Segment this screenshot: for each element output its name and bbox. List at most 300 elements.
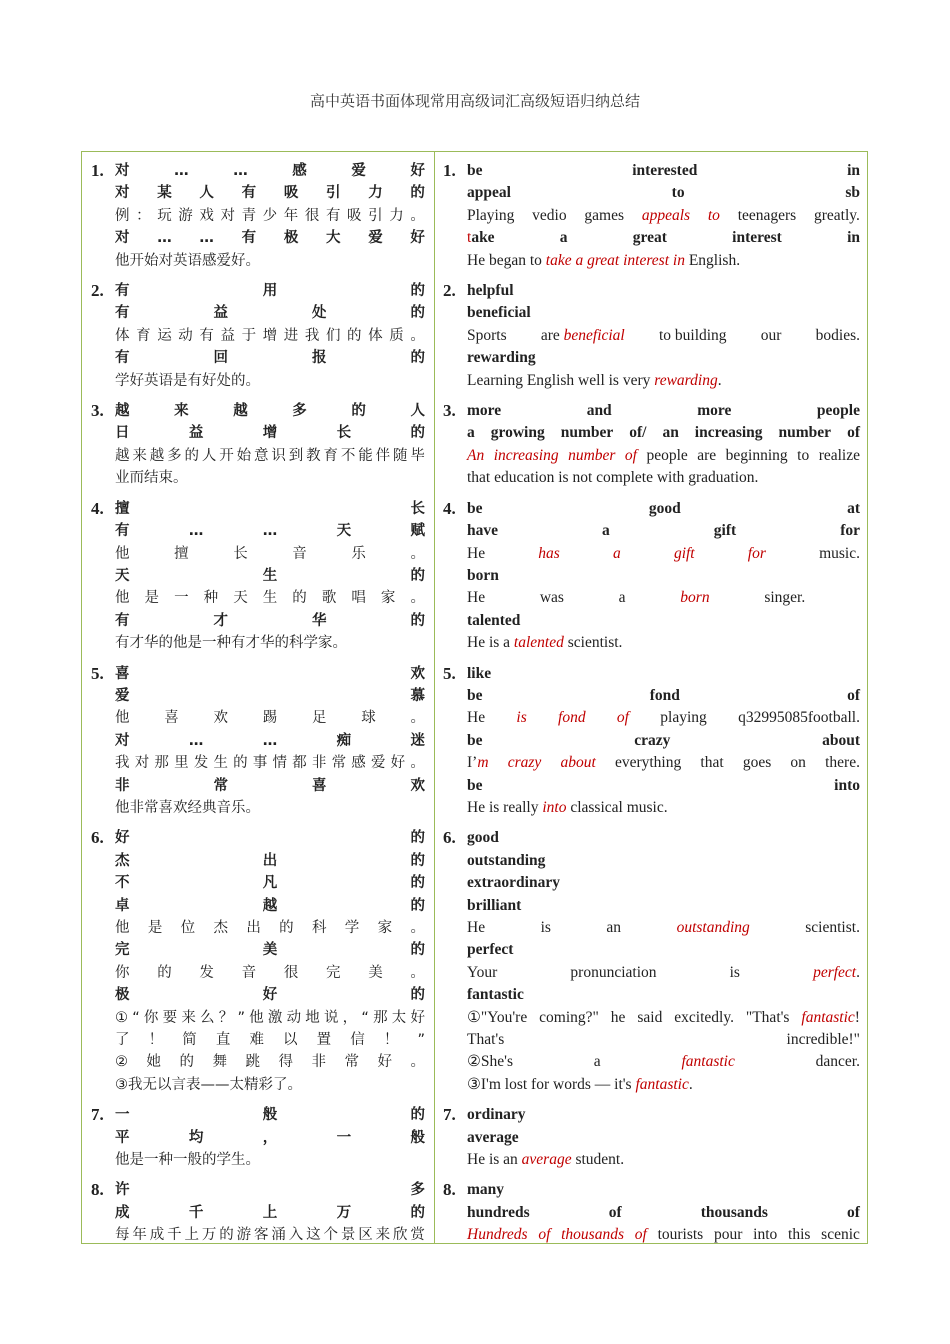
word — [801, 1007, 860, 1029]
highlight: m — [477, 754, 489, 772]
example-line — [467, 752, 860, 774]
char: 是 — [144, 590, 160, 607]
word — [467, 1224, 528, 1244]
char: 益 — [213, 305, 228, 322]
word — [538, 543, 560, 565]
example-line — [115, 205, 425, 227]
char: 事 — [252, 755, 268, 772]
term-line — [115, 1202, 425, 1224]
term-line — [115, 160, 425, 182]
word: Playing — [467, 206, 515, 224]
highlight: a — [613, 544, 621, 562]
char: 的 — [410, 852, 425, 869]
char: 年 — [132, 1227, 147, 1244]
word: at — [847, 499, 860, 517]
char: 益 — [188, 425, 204, 442]
char: 天 — [233, 590, 248, 607]
char: 激 — [267, 1009, 283, 1026]
example-line: 业而结束。 — [115, 470, 188, 487]
char: 育 — [323, 447, 338, 464]
char: 有 — [115, 305, 130, 322]
word: is — [729, 963, 740, 981]
word: people — [816, 402, 860, 420]
char: 足 — [312, 710, 327, 727]
char: 进 — [283, 327, 299, 344]
char: 对 — [134, 755, 150, 772]
char: 天 — [336, 523, 352, 540]
word: are — [697, 446, 717, 464]
word: of — [608, 1203, 622, 1221]
char: ② — [115, 1054, 128, 1071]
word: of/ — [629, 424, 647, 442]
word: in — [847, 229, 860, 247]
entry — [443, 400, 860, 490]
word: good — [467, 829, 499, 847]
char: 例 — [115, 207, 130, 224]
word: games — [584, 206, 625, 224]
word — [813, 962, 860, 984]
word — [674, 543, 695, 565]
term-line — [115, 520, 425, 542]
char: 回 — [213, 350, 228, 367]
entry-number: 7. — [91, 1105, 104, 1125]
char: 人 — [410, 403, 425, 420]
char: 识 — [271, 447, 286, 464]
word: average — [467, 1128, 519, 1146]
char: 的 — [347, 327, 362, 344]
example-line — [467, 325, 860, 347]
word: sb — [845, 184, 860, 202]
highlight: of — [624, 446, 637, 464]
char: 爱 — [368, 230, 383, 247]
word — [681, 1051, 734, 1073]
entry-number: 6. — [443, 828, 456, 848]
word: there. — [825, 754, 860, 772]
char: ① — [115, 1009, 128, 1026]
word — [635, 1224, 647, 1244]
char: 的 — [219, 1227, 234, 1244]
example-line — [115, 1051, 425, 1073]
term-line — [115, 1127, 425, 1149]
term-line — [467, 565, 860, 587]
highlight: of — [538, 1226, 551, 1244]
word — [613, 543, 621, 565]
term-line — [115, 227, 425, 249]
word: ②She's — [467, 1053, 513, 1071]
entry — [443, 827, 860, 1096]
char: 你 — [115, 964, 130, 981]
char: 的 — [410, 425, 425, 442]
char: 好 — [377, 1054, 392, 1071]
char: 音 — [241, 964, 257, 981]
char: 般 — [410, 1129, 425, 1146]
term-line — [115, 872, 425, 894]
example-line — [467, 467, 860, 489]
char: 有 — [241, 185, 257, 202]
highlight: rewarding — [654, 371, 718, 389]
word: realize — [818, 446, 860, 464]
entry-number: 4. — [443, 498, 456, 518]
word: be — [467, 162, 483, 179]
word: to — [797, 446, 810, 464]
term-line — [115, 1104, 425, 1126]
char: 唱 — [351, 590, 366, 607]
word: beginning — [725, 446, 788, 464]
example-line — [115, 543, 425, 565]
char: 有 — [115, 283, 130, 300]
char: … — [188, 732, 204, 749]
char: 好 — [410, 163, 425, 179]
highlight: Hundreds — [467, 1226, 528, 1244]
highlight: increasing — [493, 446, 559, 464]
word: on — [790, 754, 806, 772]
char: 入 — [288, 1227, 304, 1244]
word: He — [467, 589, 486, 607]
word: fond — [649, 686, 680, 704]
word: born — [467, 566, 499, 584]
char: 擅 — [174, 545, 189, 562]
entry — [91, 160, 425, 272]
char: 越 — [115, 447, 130, 464]
highlight: number — [568, 446, 616, 464]
highlight: fond — [558, 709, 586, 727]
char: 爱 — [370, 755, 386, 772]
highlight: perfect — [813, 963, 857, 981]
char: 置 — [316, 1032, 332, 1049]
char: 来 — [181, 1009, 196, 1026]
char: … — [157, 230, 172, 247]
term-line — [467, 1179, 860, 1201]
char: 的 — [179, 1054, 194, 1071]
entry — [443, 663, 860, 820]
term-line — [467, 827, 860, 849]
example-line — [115, 962, 425, 984]
char: ： — [136, 207, 151, 224]
term-line — [467, 520, 860, 542]
term-line — [467, 663, 860, 685]
term-line — [467, 182, 860, 204]
word: our — [760, 326, 782, 344]
term-line — [467, 939, 860, 961]
word: great — [632, 229, 667, 247]
char: 太 — [391, 1009, 407, 1026]
word: vedio — [532, 206, 567, 224]
char: 球 — [361, 710, 376, 727]
char: 质 — [389, 327, 404, 344]
char: 。 — [410, 755, 425, 772]
char: ？ — [218, 1009, 234, 1026]
char: 游 — [236, 1227, 252, 1244]
word: is — [540, 919, 551, 936]
char: 越 — [149, 447, 165, 464]
term-line — [467, 685, 860, 707]
example-line — [115, 1007, 425, 1029]
word: be — [467, 499, 483, 517]
char: 们 — [325, 327, 341, 344]
word: thousands — [700, 1203, 768, 1221]
highlight: of — [634, 1226, 647, 1244]
word: pour — [713, 1226, 743, 1244]
word: scenic — [821, 1226, 860, 1244]
word: extraordinary — [467, 874, 560, 892]
word: greatly. — [814, 206, 860, 224]
text: are — [540, 326, 564, 344]
word: teenagers — [737, 206, 797, 224]
char: 力 — [368, 185, 383, 202]
term-line — [115, 939, 425, 961]
text: . — [856, 963, 860, 981]
term-line — [115, 565, 425, 587]
char: 家 — [377, 920, 393, 936]
word: rewarding — [467, 349, 536, 367]
char: ， — [342, 1009, 358, 1026]
word: outstanding — [467, 851, 546, 869]
char: 区 — [358, 1227, 373, 1244]
char: 增 — [262, 327, 278, 344]
example-line — [115, 587, 425, 609]
word: scientist. — [805, 919, 860, 936]
highlight: gift — [673, 544, 695, 562]
example-line — [467, 1224, 860, 1244]
char: 痴 — [336, 732, 352, 749]
word: brilliant — [467, 896, 522, 914]
char: 景 — [340, 1227, 356, 1244]
example-line — [115, 445, 425, 467]
term-line — [115, 302, 425, 324]
highlight: take a great interest in — [545, 251, 685, 269]
char: 他 — [249, 1009, 264, 1026]
char: 极 — [283, 230, 299, 247]
char: 万 — [201, 1227, 217, 1244]
word: crazy — [634, 731, 671, 749]
char: 难 — [249, 1032, 264, 1049]
example-line — [467, 962, 860, 984]
highlight: is — [516, 709, 527, 727]
char: 极 — [115, 987, 130, 1004]
first-letter: t — [467, 229, 472, 247]
char: 的 — [292, 590, 307, 607]
char: 日 — [115, 425, 130, 442]
term-line — [467, 347, 860, 369]
word: into — [753, 1226, 778, 1244]
highlight: into — [542, 798, 567, 816]
term-line — [115, 422, 425, 444]
word: music. — [819, 544, 860, 562]
term-line — [115, 400, 425, 422]
char: 的 — [157, 964, 172, 981]
word: an — [606, 919, 622, 936]
term-line — [115, 663, 425, 685]
entry — [443, 160, 860, 272]
char: 那 — [373, 1009, 388, 1026]
entry-number: 1. — [443, 161, 456, 180]
char: 舞 — [212, 1054, 227, 1071]
word — [680, 587, 709, 609]
example-line — [467, 632, 860, 654]
char: 千 — [167, 1227, 182, 1244]
term-line — [115, 610, 425, 632]
char: 踢 — [262, 710, 278, 727]
char: 常 — [331, 755, 347, 772]
word: everything — [614, 754, 682, 772]
char: 他 — [115, 920, 130, 936]
example-line — [467, 1007, 860, 1029]
char: 引 — [326, 185, 341, 202]
word: ①"You're — [467, 1008, 528, 1026]
word: and — [586, 402, 612, 420]
entry — [91, 663, 425, 820]
char: 动 — [286, 1009, 302, 1026]
highlight: outstanding — [676, 919, 750, 936]
term-line — [467, 1202, 860, 1224]
word: for — [840, 522, 860, 540]
entry-number: 2. — [91, 281, 104, 301]
char: 的 — [410, 305, 425, 322]
example-line — [115, 752, 425, 774]
char: 生 — [262, 590, 278, 607]
char: 每 — [115, 1227, 130, 1244]
char: 对 — [220, 207, 235, 224]
word: a — [467, 424, 475, 442]
word — [494, 445, 559, 467]
word: many — [467, 1181, 505, 1199]
term-line — [115, 347, 425, 369]
page-title: 高中英语书面体现常用高级词汇高级短语归纳总结 — [309, 92, 640, 110]
char: 万 — [336, 1204, 352, 1221]
text: ! — [854, 1008, 860, 1026]
char: 欢 — [410, 665, 425, 682]
entry — [91, 827, 425, 1096]
char: 千 — [188, 1204, 204, 1221]
example-line — [467, 1051, 860, 1073]
word: this — [788, 1226, 811, 1244]
char: 许 — [115, 1182, 130, 1199]
char: 的 — [410, 283, 425, 300]
column-divider — [434, 152, 435, 1243]
char: 引 — [368, 207, 383, 224]
char: 的 — [410, 567, 425, 584]
char: 。 — [410, 1054, 425, 1071]
char: 不 — [340, 447, 356, 464]
example-line — [115, 1029, 425, 1051]
term-line — [467, 422, 860, 444]
term-line — [115, 850, 425, 872]
char: 开 — [219, 447, 234, 464]
word: ordinary — [467, 1106, 526, 1124]
char: 天 — [115, 567, 130, 584]
char: 一 — [174, 590, 189, 607]
word — [677, 917, 750, 939]
char: 年 — [283, 207, 299, 224]
char: 成 — [149, 1227, 165, 1244]
char: 他 — [115, 590, 130, 607]
char: 一 — [115, 1107, 130, 1124]
char: 戏 — [199, 207, 214, 224]
char: 的 — [233, 755, 248, 772]
char: 擅 — [115, 500, 130, 517]
char: ！ — [383, 1032, 399, 1049]
highlight: beneficial — [563, 326, 625, 344]
char: 非 — [115, 777, 130, 794]
word: excitedly. — [674, 1008, 734, 1026]
char: 个 — [323, 1227, 338, 1244]
term-line — [467, 280, 860, 302]
term-line — [115, 775, 425, 797]
char: 有 — [115, 612, 130, 629]
char: 有 — [199, 327, 214, 344]
char: … — [233, 163, 248, 179]
char: 我 — [115, 755, 130, 772]
char: 常 — [213, 777, 228, 794]
char: 欢 — [410, 777, 425, 794]
char: 卓 — [115, 897, 130, 914]
char: 随 — [393, 447, 408, 464]
char: 科 — [311, 920, 327, 936]
char: 出 — [262, 852, 278, 869]
entry — [91, 1104, 425, 1171]
char: 平 — [115, 1129, 130, 1146]
char: 越 — [115, 403, 130, 420]
char: 非 — [311, 755, 327, 772]
word — [708, 205, 720, 227]
char: 欢 — [213, 710, 228, 727]
char: 长 — [410, 500, 425, 517]
char: 般 — [262, 1107, 278, 1124]
example-line — [467, 1149, 860, 1171]
highlight: fantastic — [681, 1053, 735, 1071]
char: 对 — [115, 230, 130, 247]
word: like — [467, 664, 492, 682]
example-line: ③我无以言表——太精彩了。 — [115, 1076, 302, 1093]
char: 一 — [336, 1129, 352, 1146]
char: 那 — [154, 755, 169, 772]
term-line — [467, 730, 860, 752]
text: He is a — [467, 634, 514, 652]
char: 对 — [115, 185, 130, 202]
char: 美 — [368, 964, 383, 981]
text: student. — [571, 1151, 625, 1169]
word — [642, 205, 690, 227]
english-column — [443, 160, 860, 1244]
char: 对 — [115, 163, 130, 179]
word — [541, 325, 625, 347]
text: . — [717, 371, 722, 389]
char: 毕 — [410, 447, 425, 464]
char: 上 — [184, 1227, 199, 1244]
char: 的 — [410, 612, 425, 629]
text: ③I'm lost for words — it's — [467, 1075, 636, 1093]
term-line — [467, 160, 860, 182]
word — [538, 1224, 550, 1244]
word: Your — [467, 963, 498, 981]
char: 来 — [174, 403, 189, 420]
term-line — [115, 730, 425, 752]
char: 感 — [292, 163, 307, 179]
example-line: 他非常喜欢经典音乐。 — [115, 799, 260, 816]
highlight: about — [560, 754, 596, 772]
char: 里 — [174, 755, 189, 772]
char: 的 — [279, 920, 294, 936]
word: a — [618, 589, 626, 607]
entry — [443, 1179, 860, 1244]
word: more — [697, 402, 732, 420]
word — [568, 445, 615, 467]
char: 华 — [312, 612, 327, 629]
char: 感 — [351, 755, 366, 772]
example-line: 学好英语是有好处的。 — [115, 372, 260, 389]
word: incredible!" — [786, 1031, 860, 1049]
example-line — [467, 707, 860, 729]
